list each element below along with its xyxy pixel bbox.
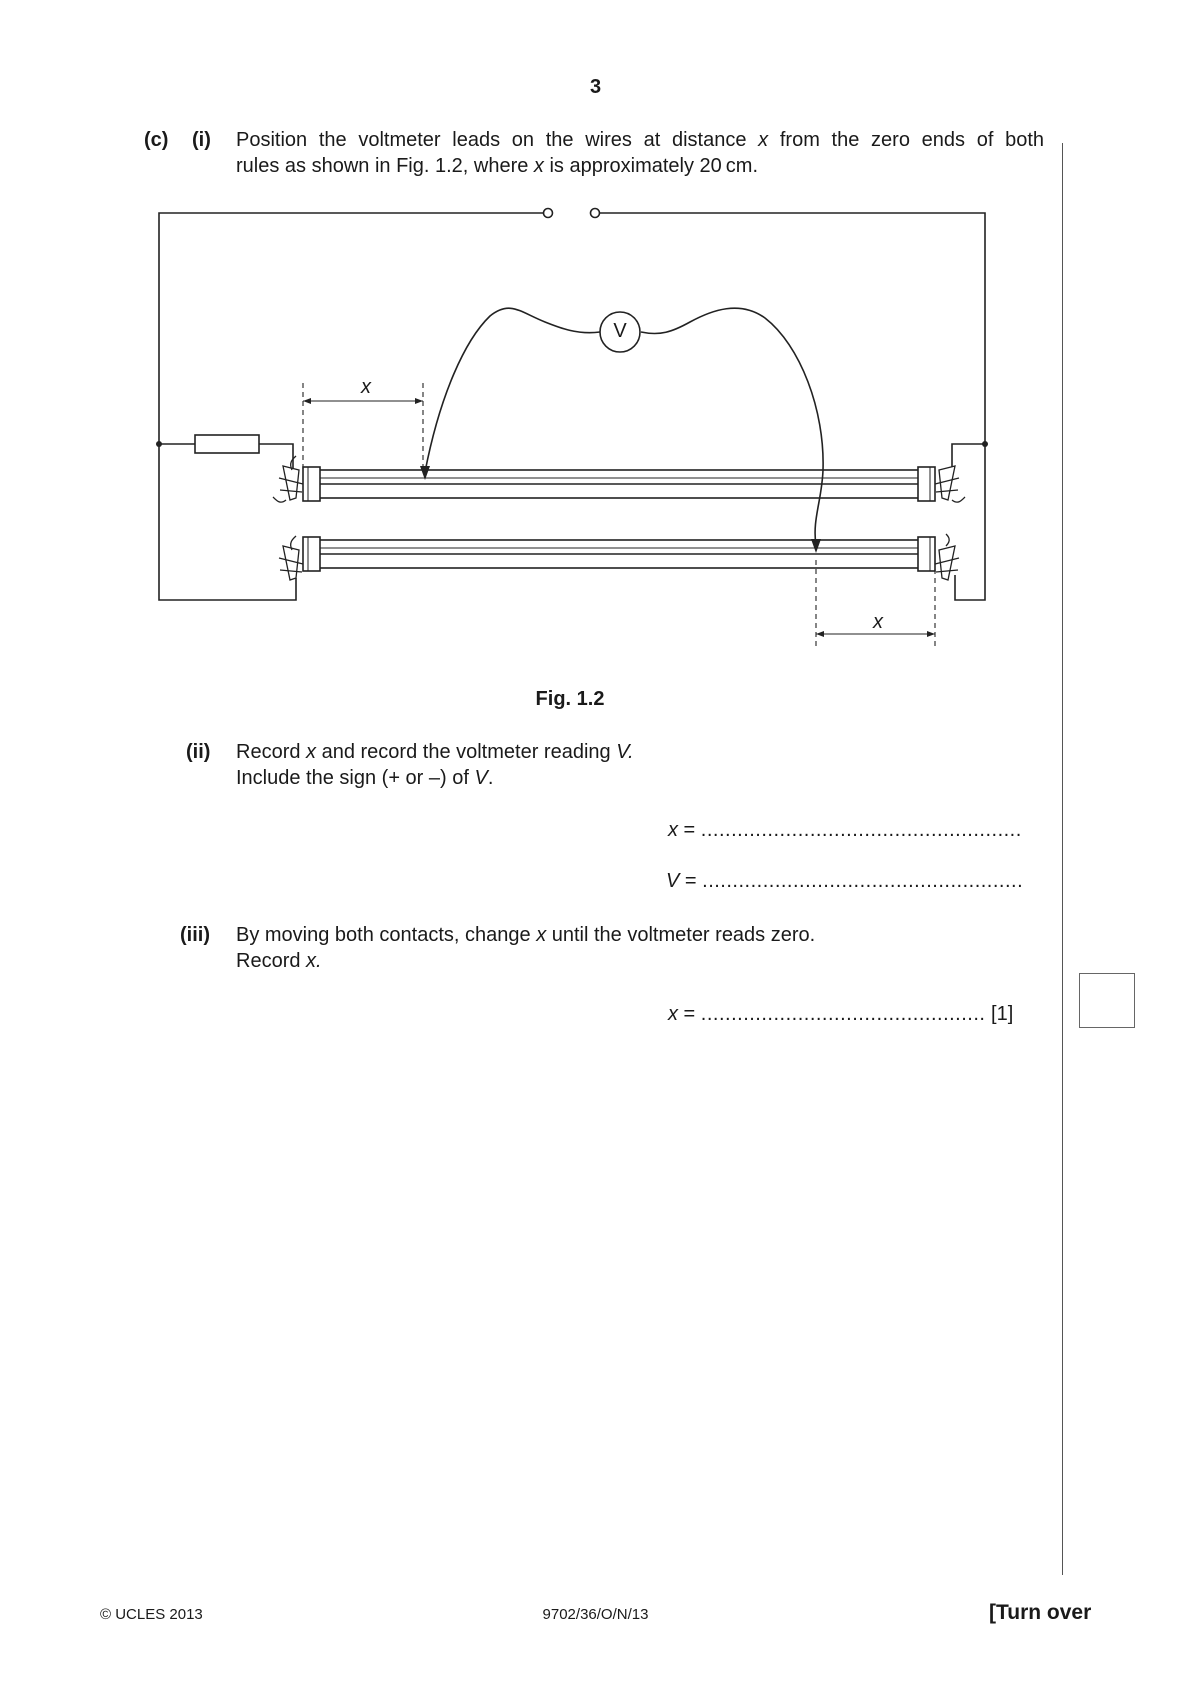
answer-line-x-ii[interactable]: x = ..................................................... [668,819,1022,841]
examiner-mark-box[interactable] [1079,973,1135,1028]
part-iii-line1: By moving both contacts, change x until the voltmeter reads zero. [236,924,816,946]
footer-paper-code: 9702/36/O/N/13 [542,1606,649,1623]
part-c-label: (c) [144,129,169,151]
part-i-line2: rules as shown in Fig. 1.2, where x is approximately 20 cm. [236,155,759,177]
part-i-label: (i) [192,129,211,151]
answer-line-x-iii[interactable]: x = ............................................... [1] [668,1003,1014,1025]
x-label-top: x [361,376,371,398]
circuit-wire-left-lower [159,444,296,600]
clip-lower-right [935,534,959,580]
clip-lower-left [279,536,303,580]
part-ii-line2: Include the sign (+ or –) of V. [236,767,494,789]
part-ii-label: (ii) [186,741,211,763]
part-i-line1: Position the voltmeter leads on the wires at distance x from the zero ends of both [236,129,1044,151]
voltmeter-lead-right [641,308,823,545]
terminal-right [591,209,600,218]
footer-copyright: © UCLES 2013 [100,1606,203,1623]
marks-indicator: [1] [991,1003,1014,1025]
clip-upper-right [935,466,965,502]
upper-rule [303,467,935,501]
clip-upper-left [273,456,303,502]
figure-caption: Fig. 1.2 [535,688,605,710]
page-number: 3 [589,76,602,98]
terminal-left [544,209,553,218]
margin-line [1062,143,1063,1575]
x-label-bottom: x [873,611,883,633]
turn-over: [Turn over [989,1601,1092,1624]
circuit-wire-left [159,213,543,444]
voltmeter-label: V [613,320,627,342]
circuit-diagram [0,0,1191,700]
circuit-wire-right [600,213,985,444]
part-iii-label: (iii) [180,924,210,946]
answer-line-v-ii[interactable]: V = ..................................................... [666,870,1024,892]
part-ii-line1: Record x and record the voltmeter reading V. [236,741,634,763]
lower-rule [303,537,935,571]
part-iii-line2: Record x. [236,950,322,972]
voltmeter-lead-left [425,308,600,472]
resistor [195,435,259,453]
